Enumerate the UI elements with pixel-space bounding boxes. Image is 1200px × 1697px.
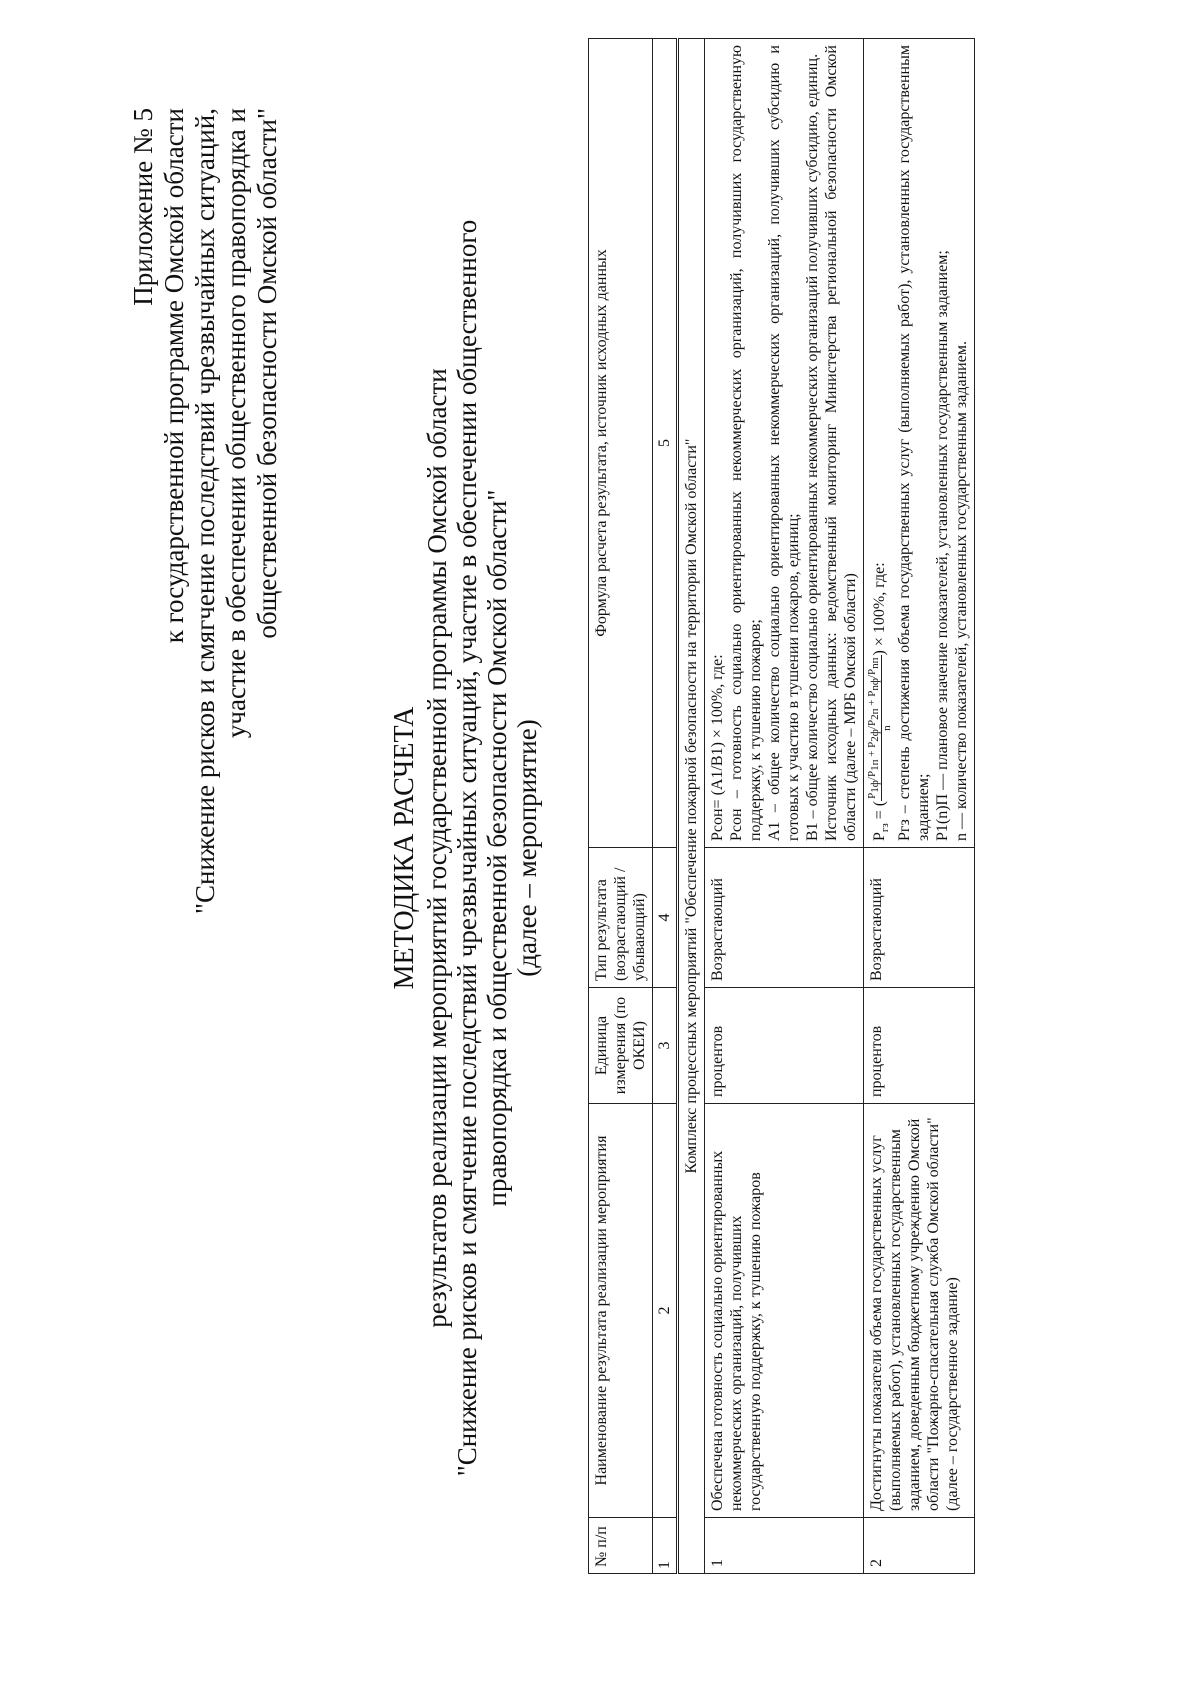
formula-line: B1 – общее количество социально ориентированных некоммерческих организаций получивших субсидию, единиц. — [804, 53, 821, 841]
row-num: 1 — [705, 1518, 864, 1574]
formula-line: Pсон – готовность социально ориентированных некоммерческих организаций, получивших государственную поддержку, к тушению пожаров; — [728, 45, 764, 841]
title-line: результатов реализации мероприятий государственной программы Омской области — [422, 368, 452, 1328]
row-name: Достигнуты показатели объема государственных услуг (выполняемых работ), установленных государственным заданием, доведенным бюджетному учреждению Омской области "Пожарно-спасательная служба Омской области" (далее – государственное задание) — [864, 1104, 975, 1518]
column-number: 4 — [653, 848, 678, 988]
column-numbers-row — [653, 39, 678, 1574]
column-number: 1 — [653, 1518, 678, 1574]
appendix-line: общественной безопасности Омской области" — [252, 108, 282, 639]
appendix-line: к государственной программе Омской области — [159, 108, 189, 644]
formula-line: A1 – общее количество социально ориентированных некоммерческих организаций, получивших субсидию и готовых к участию в тушении пожаров, единиц; — [766, 45, 802, 841]
row-name: Обеспечена готовность социально ориентированных некоммерческих организаций, получивших государственную поддержку, к тушению пожаров — [705, 1104, 864, 1518]
row-formula — [705, 39, 864, 848]
title-line: "Снижение рисков и смягчение последствий чрезвычайных ситуаций, участие в обеспечении общественного — [452, 219, 482, 1477]
appendix-line: Приложение № 5 — [128, 108, 158, 306]
table-row — [705, 39, 864, 1574]
document-page — [40, 45, 1160, 1648]
header-type: Тип результата (возрастающий / убывающий) — [589, 848, 653, 988]
formula-main: Pсон= (A1/B1) × 100%, где: — [709, 654, 726, 841]
formula-line: n — количество показателей, установленных государственным заданием. — [952, 341, 970, 841]
row-num: 2 — [864, 1518, 975, 1574]
header-unit: Единица измерения (по ОКЕИ) — [589, 988, 653, 1104]
appendix-header — [128, 108, 283, 1108]
formula-lhs: $P_{гз}$ = ( — [870, 800, 891, 841]
appendix-line: участие в обеспечении общественного правопорядка и — [221, 108, 251, 739]
title-heading: МЕТОДИКА РАСЧЕТА — [389, 706, 420, 990]
row-type: Возрастающий — [864, 848, 975, 988]
appendix-line: "Снижение рисков и смягчение последствий чрезвычайных ситуаций, — [190, 108, 220, 915]
document-title — [390, 48, 542, 1648]
row-formula — [864, 39, 975, 848]
header-name: Наименование результата реализации мероприятия — [589, 1104, 653, 1518]
formula-main-text: × 100%, где: — [870, 562, 888, 647]
row-unit: процентов — [864, 988, 975, 1104]
column-number: 5 — [653, 39, 678, 848]
row-type: Возрастающий — [705, 848, 864, 988]
formula-line: Источник исходных данных: ведомственный мониторинг Министерства региональной безопасности Омской области (далее – МРБ Омской области) — [823, 45, 859, 841]
formula-line: Pгз – степень достижения объема государственных услуг (выполняемых работ), установленных государственным заданием; — [895, 45, 932, 841]
table-row — [864, 39, 975, 1574]
methodology-table — [588, 38, 975, 1574]
section-title: Комплекс процессных мероприятий "Обеспечение пожарной безопасности на территории Омской области" — [678, 39, 705, 1574]
row-unit: процентов — [705, 988, 864, 1104]
title-line: правопорядка и общественной безопасности Омской области" — [482, 489, 512, 1207]
column-number: 3 — [653, 988, 678, 1104]
formula-main-2: $P_{гз}$ = ( $P_{1ф}/P_{1п} + P_{2ф}/P_{2п} + P_{nф}/P_{nп}$ n ) × 100%, где: — [866, 562, 894, 841]
column-number: 2 — [653, 1104, 678, 1518]
section-row — [678, 39, 705, 1574]
table-header-row — [589, 39, 653, 1574]
header-num: № п/п — [589, 1518, 653, 1574]
formula-line: P1(n)П — плановое значение показателей, установленных государственным заданием; — [933, 250, 951, 841]
header-formula: Формула расчета результата, источник исходных данных — [589, 39, 653, 848]
formula-fraction-icon: $P_{1ф}/P_{1п} + P_{2ф}/P_{2п} + P_{nф}/P_{nп}$ n — [866, 657, 894, 799]
title-line: (далее – мероприятие) — [512, 719, 542, 977]
